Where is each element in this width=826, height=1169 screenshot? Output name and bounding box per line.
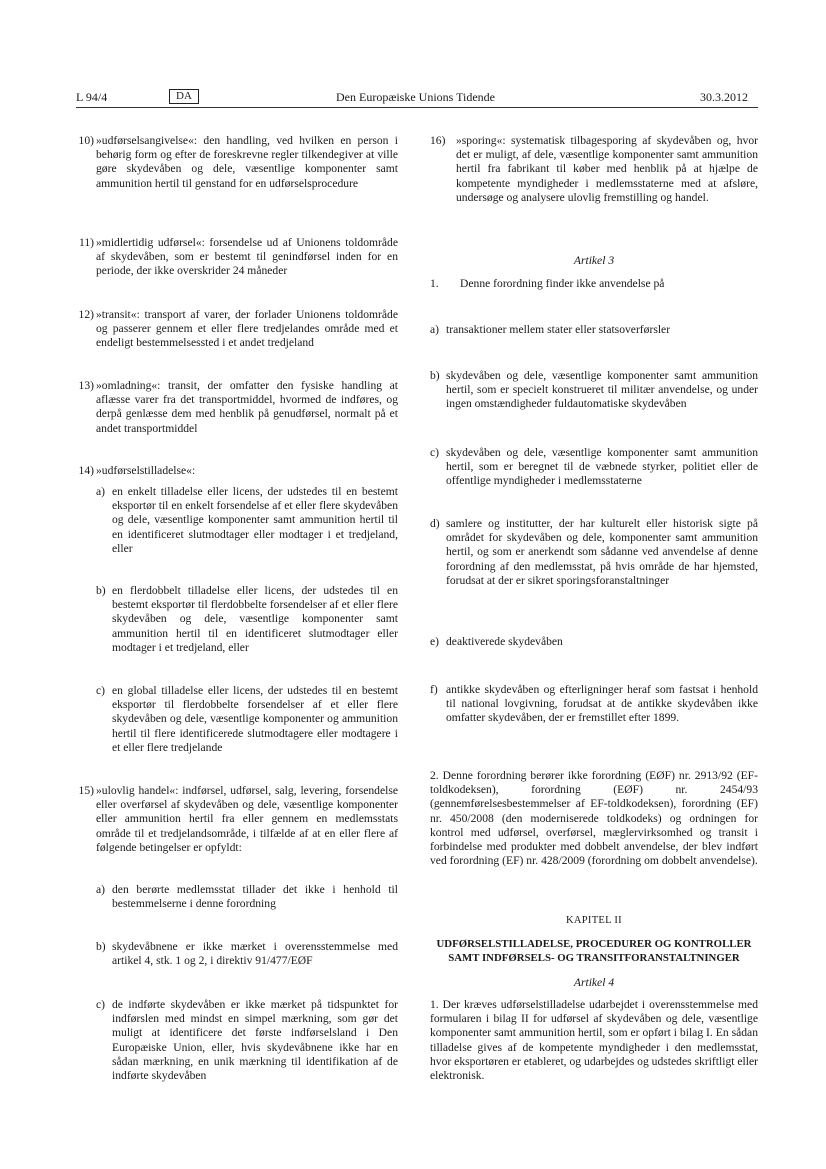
definition-text: »midlertidig udførsel«: forsendelse ud af Unionens toldområde af skydevåben, som er bestemt til genindførsel inden for en periode, der ikke overskrider 24 måneder	[96, 236, 398, 278]
definition-number: 15)	[78, 784, 94, 797]
item-text: deaktiverede skydevåben	[446, 635, 563, 648]
item-letter: f)	[430, 683, 438, 696]
definition-text: »udførselstilladelse«:	[96, 464, 196, 477]
page-reference: L 94/4	[76, 90, 108, 104]
subitem-letter: b)	[96, 584, 106, 597]
definition-text: »transit«: transport af varer, der forlader Unionens toldområde og passerer gennem et eller flere tredjelandes område med et endeligt bestemmelsessted i et andet tredjeland	[96, 308, 398, 350]
subitem-text: de indførte skydevåben er ikke mærket på tidspunktet for indførslen med mindst en simpel mærkning, som gør det muligt at identificere det første indførselsland i Den Europæiske Union, eller, hvis skydevåbnene ikke har en sådan mærkning, en unik mærkning til identifikation af de indførte skydevåben	[112, 998, 398, 1083]
definition-text: »omladning«: transit, der omfatter den fysiske handling at aflæsse varer fra det transportmiddel, hvormed de indføres, og derpå genlæsse dem med henblik på genudførsel, normalt på et andet transportmiddel	[96, 379, 398, 435]
item-letter: b)	[430, 369, 440, 382]
subitem-letter: c)	[96, 998, 106, 1011]
item-text: samlere og institutter, der har kulturelt eller historisk sigte på området for skydevåben og dele, komponenter samt ammunition hertil, og som er anerkendt som sådanne ved anvendelse af denne forordning af den medlemsstat, på hvis område de har hjemsted, forudsat at der er sikret sporingsforanstaltninger	[446, 517, 758, 587]
item-letter: c)	[430, 446, 440, 459]
subitem-text: skydevåbnene er ikke mærket i overensstemmelse med artikel 4, stk. 1 og 2, i direktiv 91/477/EØF	[112, 940, 398, 968]
chapter-label: KAPITEL II	[566, 915, 622, 926]
journal-title: Den Europæiske Unions Tidende	[336, 90, 495, 104]
subitem-letter: a)	[96, 485, 106, 498]
subitem-text: en enkelt tilladelse eller licens, der udstedes til en bestemt eksportør til en enkelt forsendelse af et eller flere skydevåben og dele, væsentlige komponenter samt ammunition hertil til en identificeret slutmodtager eller modtager i et tredjeland, eller	[112, 485, 398, 555]
subitem-text: den berørte medlemsstat tillader det ikke i henhold til bestemmelserne i denne forordning	[112, 883, 398, 911]
article-3-paragraph-1: Denne forordning finder ikke anvendelse på	[460, 277, 665, 290]
article-4-paragraph-1: 1. Der kræves udførselstilladelse udarbejdet i overensstemmelse med formularen i bilag II for udførsel af skydevåben og dele, væsentlige komponenter samt ammunition hertil, som er opført i bilag I. En sådan tilladelse gives af de kompetente myndigheder i den medlemsstat, hvor eksportøren er etableret, og udarbejdes og udstedes skriftligt eller elektronisk.	[430, 998, 758, 1083]
language-badge: DA	[169, 89, 199, 104]
item-letter: a)	[430, 323, 440, 336]
subitem-letter: c)	[96, 684, 106, 697]
definition-number: 12)	[78, 308, 94, 321]
definition-number: 16)	[430, 134, 446, 147]
definition-number: 13)	[78, 379, 94, 392]
subitem-letter: a)	[96, 883, 106, 896]
chapter-title: UDFØRSELSTILLADELSE, PROCEDURER OG KONTROLLER SAMT INDFØRSELS- OG TRANSITFORANSTALTNINGER	[436, 938, 752, 965]
item-letter: d)	[430, 517, 440, 530]
article-4-title: Artikel 4	[573, 976, 615, 989]
definition-text: »udførselsangivelse«: den handling, ved hvilken en person i behørig form og efter de foreskrevne regler tilkendegiver at ville gøre skydevåben og dele, væsentlige komponenter samt ammunition hertil til genstand for en udførselsprocedure	[96, 134, 398, 190]
paragraph-number: 1.	[430, 277, 439, 290]
item-text: transaktioner mellem stater eller statsoverførsler	[446, 323, 671, 336]
publication-date: 30.3.2012	[700, 90, 748, 104]
item-letter: e)	[430, 635, 440, 648]
header-rule	[76, 107, 758, 108]
item-text: antikke skydevåben og efterligninger heraf som fastsat i henhold til national lovgivning, forudsat at de antikke skydevåben ikke omfatter skydevåben, der er fremstillet efter 1899.	[446, 683, 758, 725]
article-3-paragraph-2: 2. Denne forordning berører ikke forordning (EØF) nr. 2913/92 (EF-toldkodeksen), forordning (EØF) nr. 2454/93 (gennemførelsesbestemmelser af EF-toldkodeksen), forordning (EF) nr. 450/2008 (den moderniserede toldkodeks) og ordningen for kontrol med udførsel, overførsel, mæglervirksomhed og transit i forbindelse med produkter med dobbelt anvendelse, der blev indført ved forordning (EF) nr. 428/2009 (forordning om dobbelt anvendelse).	[430, 769, 758, 868]
subitem-text: en global tilladelse eller licens, der udstedes til en bestemt eksportør til flerdobbelte forsendelser af et eller flere skydevåben og dele, væsentlige komponenter og ammunition hertil til flere identificerede slutmodtagere eller modtagere i et eller flere tredjelande	[112, 684, 398, 754]
article-3-title: Artikel 3	[573, 254, 615, 267]
definition-text: »sporing«: systematisk tilbagesporing af skydevåben og, hvor det er muligt, af dele, væsentlige komponenter samt ammunition hertil fra fabrikant til køber med henblik på at hjælpe de kompetente myndigheder i medlemsstaterne med at afsløre, undersøge og analysere ulovlig fremstilling og handel.	[456, 134, 758, 204]
definition-text: »ulovlig handel«: indførsel, udførsel, salg, levering, forsendelse eller overførsel af skydevåben og dele, væsentlige komponenter eller ammunition hertil fra eller gennem en medlemsstats område til et tredjelandsområde, i tilfælde af at en eller flere af følgende betingelser er opfyldt:	[96, 784, 398, 854]
definition-number: 10)	[78, 134, 94, 147]
item-text: skydevåben og dele, væsentlige komponenter samt ammunition hertil, som er specielt konstrueret til militær anvendelse, og under ingen omstændigheder fuldautomatiske skydevåben	[446, 369, 758, 411]
subitem-letter: b)	[96, 940, 106, 953]
subitem-text: en flerdobbelt tilladelse eller licens, der udstedes til en bestemt eksportør til flerdobbelte forsendelser af et eller flere skydevåben og dele, væsentlige komponenter samt ammunition hertil til en identificeret slutmodtager eller modtager i et tredjeland, eller	[112, 584, 398, 654]
item-text: skydevåben og dele, væsentlige komponenter samt ammunition hertil, som er beregnet til de væbnede styrker, politiet eller de offentlige myndigheder i medlemsstaterne	[446, 446, 758, 488]
definition-number: 14)	[78, 464, 94, 477]
definition-number: 11)	[78, 236, 94, 249]
